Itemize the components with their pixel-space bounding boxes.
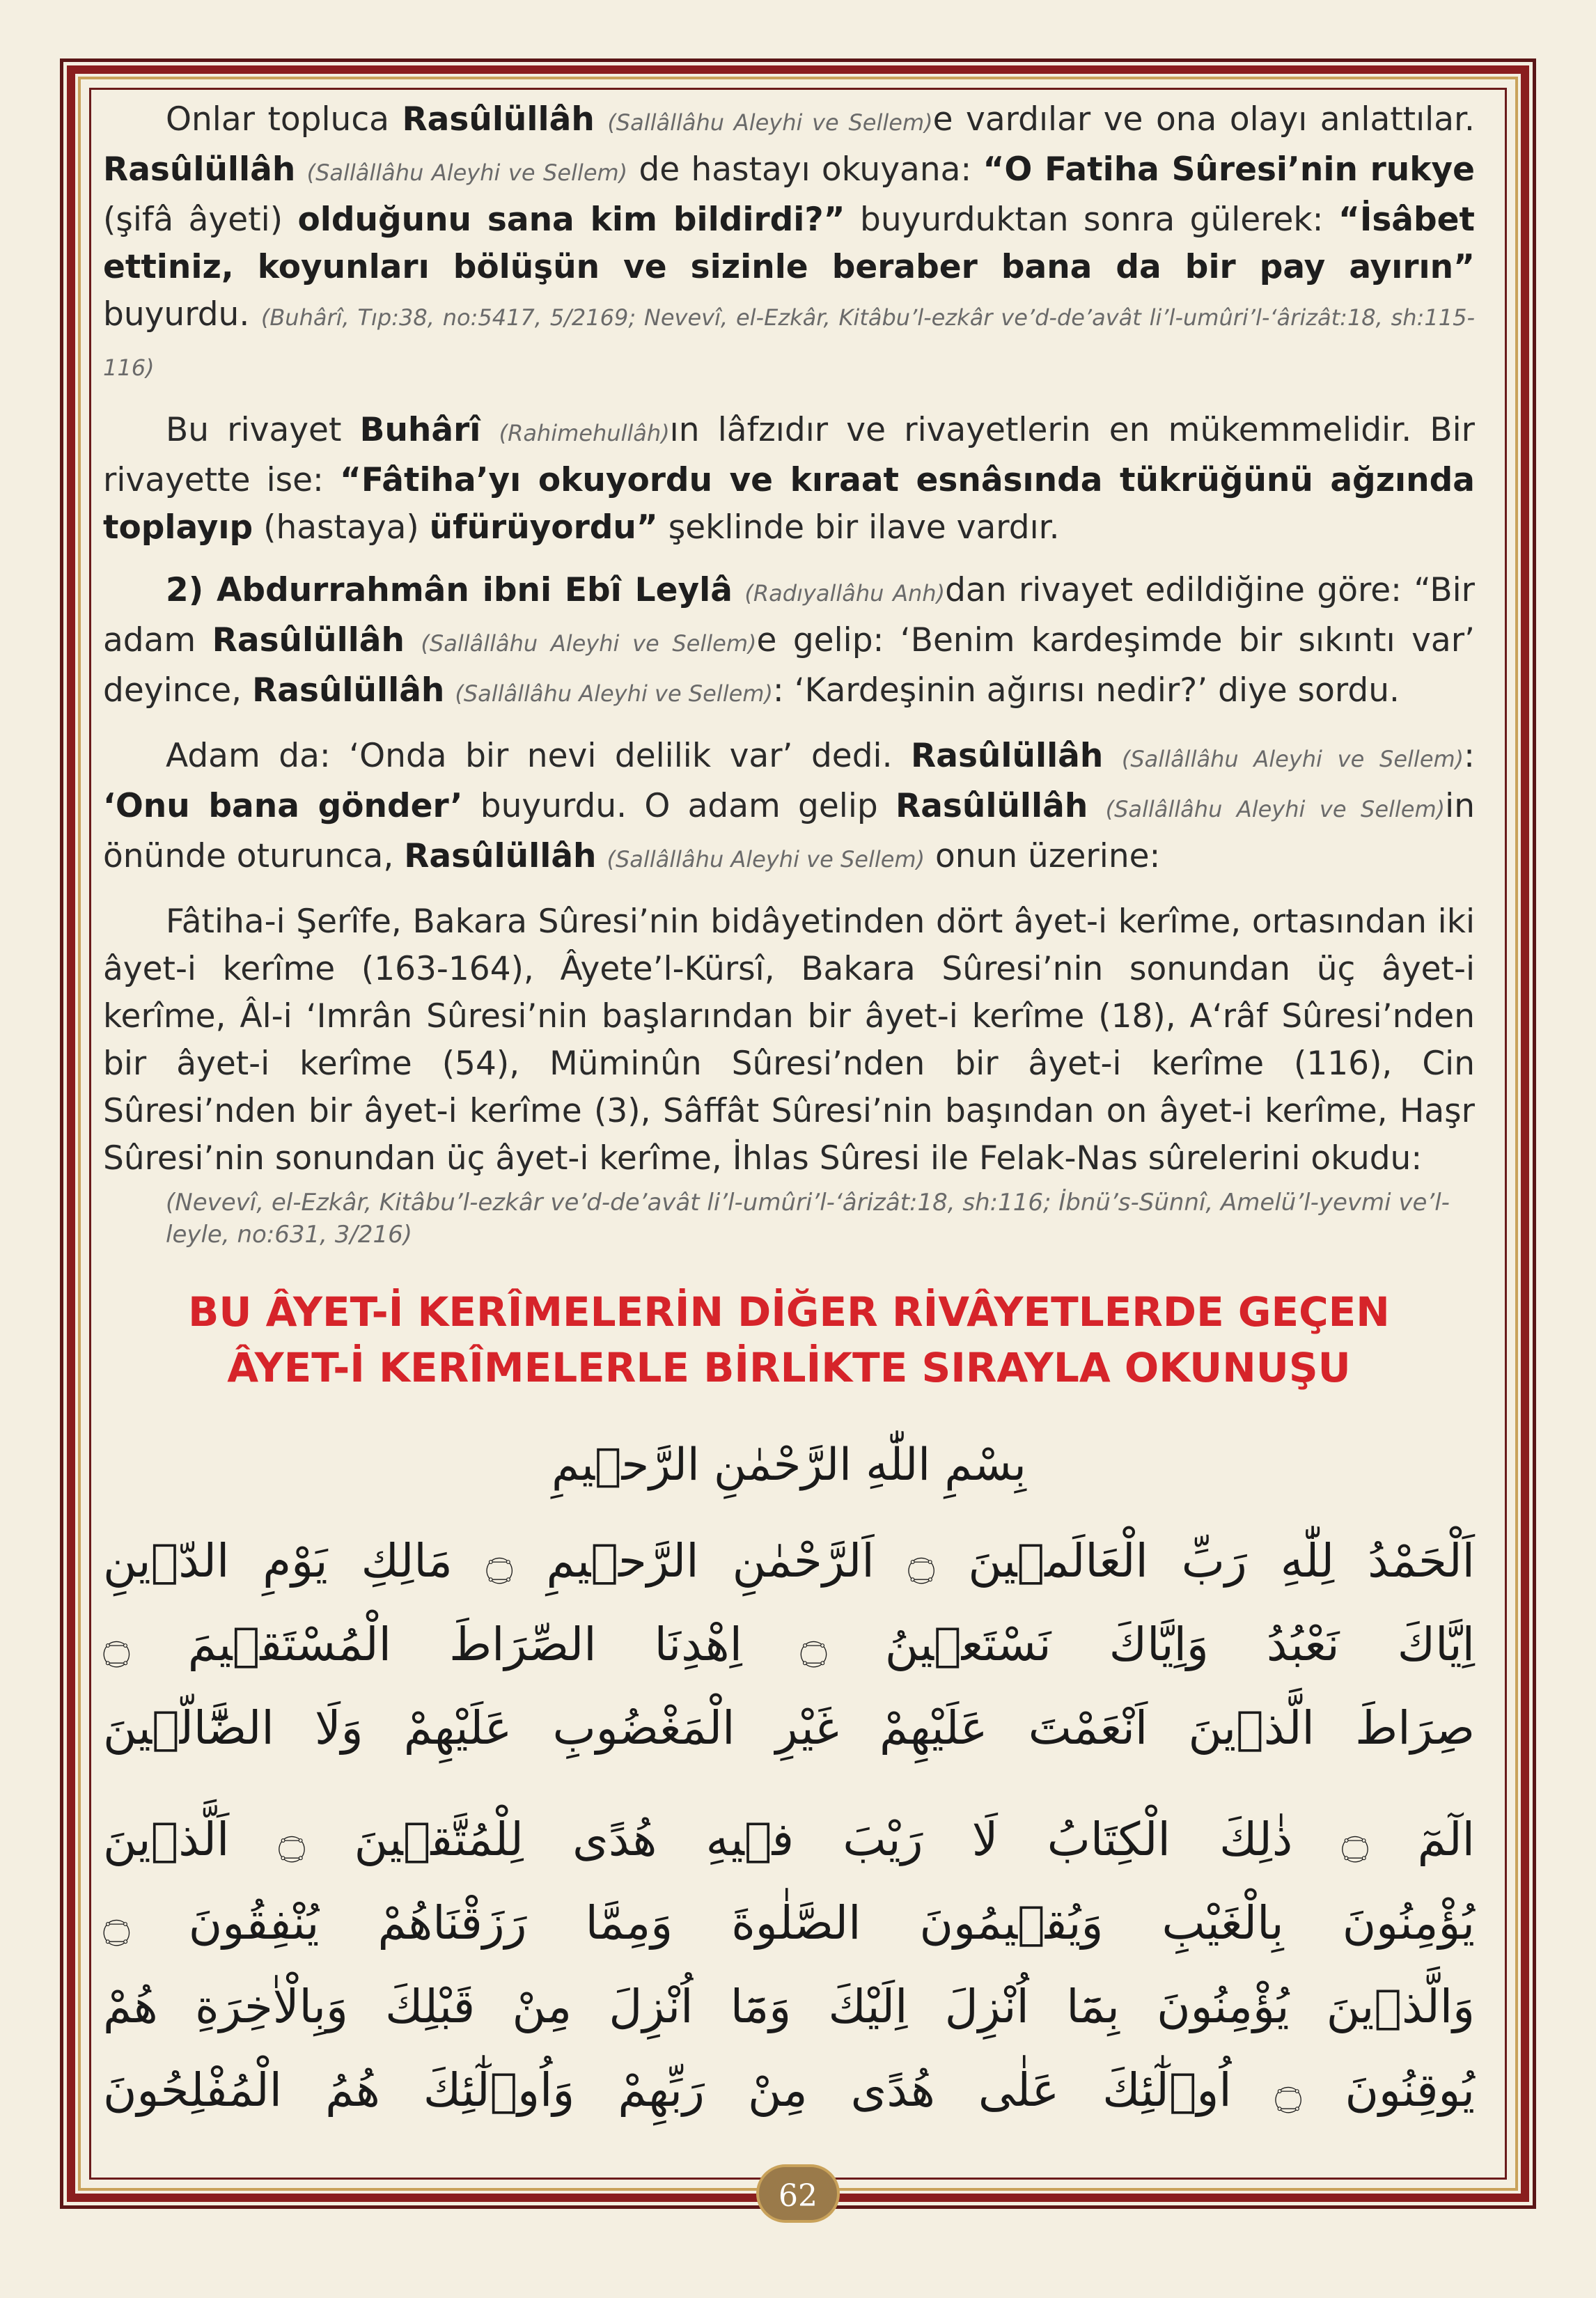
fatiha-line-3: صِرَاطَ الَّذ۪ينَ اَنْعَمْتَ عَلَيْهِمْ غَيْرِ الْمَغْضُوبِ عَلَيْهِمْ وَلَا الضَّٓالّ۪ينَ	[103, 1701, 1475, 1755]
text: Adam da: ‘Onda bir nevi delilik var’ dedi.	[166, 737, 912, 775]
bakara-line-3: وَالَّذ۪ينَ يُؤْمِنُونَ بِمَٓا اُنْزِلَ اِلَيْكَ وَمَٓا اُنْزِلَ مِنْ قَبْلِكَ وَبِالْاٰخِرَةِ هُمْ	[103, 1980, 1475, 2033]
section-heading	[103, 1284, 1475, 1396]
bold-text: Rasûlüllâh	[404, 837, 597, 875]
bakara-line-4: يُوقِنُونَ ۝ اُو۬لٰٓئِكَ عَلٰى هُدًى مِنْ رَبِّهِمْ وَاُو۬لٰٓئِكَ هُمُ الْمُفْلِحُونَ	[103, 2063, 1476, 2117]
bold-text: 2) Abdurrahmân ibni Ebî Leylâ	[166, 571, 733, 609]
text: ın lâfzıdır ve rivayetlerin en mükemmelidir. Bir rivayette ise:	[103, 411, 1475, 499]
honorific: (Sallâllâhu Aleyhi ve Sellem)	[455, 680, 773, 707]
bold-text: Buhârî	[359, 411, 481, 449]
bold-text: Rasûlüllâh	[212, 621, 405, 659]
citation-block: (Nevevî, el-Ezkâr, Kitâbu’l-ezkâr ve’d-de’avât li’l-umûri’l-‘ârizât:18, sh:116; İbnü’s-Sünnî, Amelü’l-yevmi ve’l-leyle, no:631, 3/216)	[166, 1189, 1450, 1249]
text: :	[1464, 737, 1475, 775]
paragraph-2	[103, 407, 1475, 552]
text: e vardılar ve ona olayı anlattılar.	[932, 100, 1475, 139]
text: in önünde oturunca,	[103, 787, 1475, 875]
bold-text: ‘Onu bana gönder’	[103, 787, 463, 825]
bold-text: “Fâtiha’yı okuyordu ve kıraat esnâsında tükrüğünü ağzında toplayıp	[103, 461, 1475, 547]
honorific: (Sallâllâhu Aleyhi ve Sellem)	[1105, 796, 1446, 822]
heading-line-1: BU ÂYET-İ KERÎMELERİN DİĞER RİVÂYETLERDE GEÇEN	[188, 1288, 1390, 1336]
text: buyurdu. O adam gelip	[462, 787, 896, 825]
text: buyurduktan sonra gülerek:	[845, 201, 1338, 239]
honorific: (Sallâllâhu Aleyhi ve Sellem)	[421, 630, 757, 657]
bold-text: Rasûlüllâh	[402, 100, 595, 139]
bold-text: üfürüyordu”	[429, 508, 658, 547]
bold-text: Rasûlüllâh	[911, 737, 1104, 775]
text: Fâtiha-i Şerîfe, Bakara Sûresi’nin bidâyetinden dört âyet-i kerîme, ortasından iki âyet-i kerîme (163-164), Âyete’l-Kürsî, Bakara Sûresi’nin sonundan üç âyet-i kerîme, Âl-i ‘Imrân Sûresi’nin başlarından bir âyet-i kerîme (18), A‘râf Sûresi’nden bir âyet-i kerîme (54), Müminûn Sûresi’nden bir âyet-i kerîme (116), Cin Sûresi’nden bir âyet-i kerîme (3), Sâffât Sûresi’nin başından on âyet-i kerîme, Haşr Sûresi’nin sonundan üç âyet-i kerîme, İhlas Sûresi ile Felak-Nas sûrelerini okudu:	[103, 902, 1475, 1178]
honorific: (Sallâllâhu Aleyhi ve Sellem)	[306, 159, 628, 186]
text: buyurdu.	[103, 295, 261, 334]
bold-text: Rasûlüllâh	[103, 150, 296, 189]
bold-text: “O Fatiha Sûresi’nin rukye	[983, 150, 1476, 189]
bakara-line-1: الٓمٓ ۝ ذٰلِكَ الْكِتَابُ لَا رَيْبَ ف۪يهِ هُدًى لِلْمُتَّق۪ينَ ۝ اَلَّذ۪ينَ	[103, 1813, 1476, 1866]
section-gap	[103, 1770, 1475, 1798]
paragraph-3	[103, 567, 1475, 717]
bakara-line-2: يُؤْمِنُونَ بِالْغَيْبِ وَيُق۪يمُونَ الصَّلٰوةَ وَمِمَّا رَزَقْنَاهُمْ يُنْفِقُونَ ۝	[103, 1896, 1475, 1950]
text: (şifâ âyeti)	[103, 201, 298, 239]
paragraph-5	[103, 898, 1475, 1182]
bold-text: “İsâbet ettiniz, koyunları bölüşün ve sizinle beraber bana da bir pay ayırın”	[103, 201, 1475, 286]
text: şeklinde bir ilave vardır.	[657, 508, 1060, 547]
honorific: (Radıyallâhu Anh)	[744, 580, 946, 607]
fatiha-line-1: اَلْحَمْدُ لِلّٰهِ رَبِّ الْعَالَم۪ينَ ۝ اَلرَّحْمٰنِ الرَّح۪يمِ ۝ مَالِكِ يَوْمِ الدّ۪ينِ	[103, 1534, 1475, 1588]
text: (hastaya)	[253, 508, 430, 547]
text: Bu rivayet	[166, 411, 360, 449]
text: : ‘Kardeşinin ağırısı nedir?’ diye sordu.	[772, 671, 1400, 710]
honorific: (Sallâllâhu Aleyhi ve Sellem)	[607, 109, 933, 136]
fatiha-line-2: اِيَّاكَ نَعْبُدُ وَاِيَّاكَ نَسْتَع۪ينُ ۝ اِهْدِنَا الصِّرَاطَ الْمُسْتَق۪يمَ ۝	[103, 1618, 1475, 1671]
honorific: (Rahimehullâh)	[499, 420, 670, 446]
bold-text: Rasûlüllâh	[252, 671, 445, 710]
citation: (Buhârî, Tıp:38, no:5417, 5/2169; Nevevî, el-Ezkâr, Kitâbu’l-ezkâr ve’d-de’avât li’l-umûri’l-‘ârizât:18, sh:115-116)	[103, 304, 1475, 381]
honorific: (Sallâllâhu Aleyhi ve Sellem)	[1121, 746, 1464, 772]
bold-text: Rasûlüllâh	[895, 787, 1088, 825]
honorific: (Sallâllâhu Aleyhi ve Sellem)	[607, 846, 925, 873]
text: e gelip: ‘Benim kardeşimde bir sıkıntı var’ deyince,	[103, 621, 1475, 710]
page-number: 62	[756, 2164, 840, 2223]
text: dan rivayet edildiğine göre: “Bir adam	[103, 571, 1475, 659]
text: onun üzerine:	[925, 837, 1161, 875]
paragraph-4	[103, 733, 1475, 883]
paragraph-1	[103, 96, 1475, 391]
heading-line-2: ÂYET-İ KERÎMELERLE BİRLİKTE SIRAYLA OKUNUŞU	[227, 1344, 1351, 1391]
basmala: بِسْمِ اللّٰهِ الرَّحْمٰنِ الرَّح۪يمِ	[551, 1439, 1026, 1491]
text: Onlar topluca	[166, 100, 402, 139]
page-content	[103, 96, 1475, 2132]
bold-text: olduğunu sana kim bildirdi?”	[297, 201, 845, 239]
text: de hastayı okuyana:	[627, 150, 983, 189]
